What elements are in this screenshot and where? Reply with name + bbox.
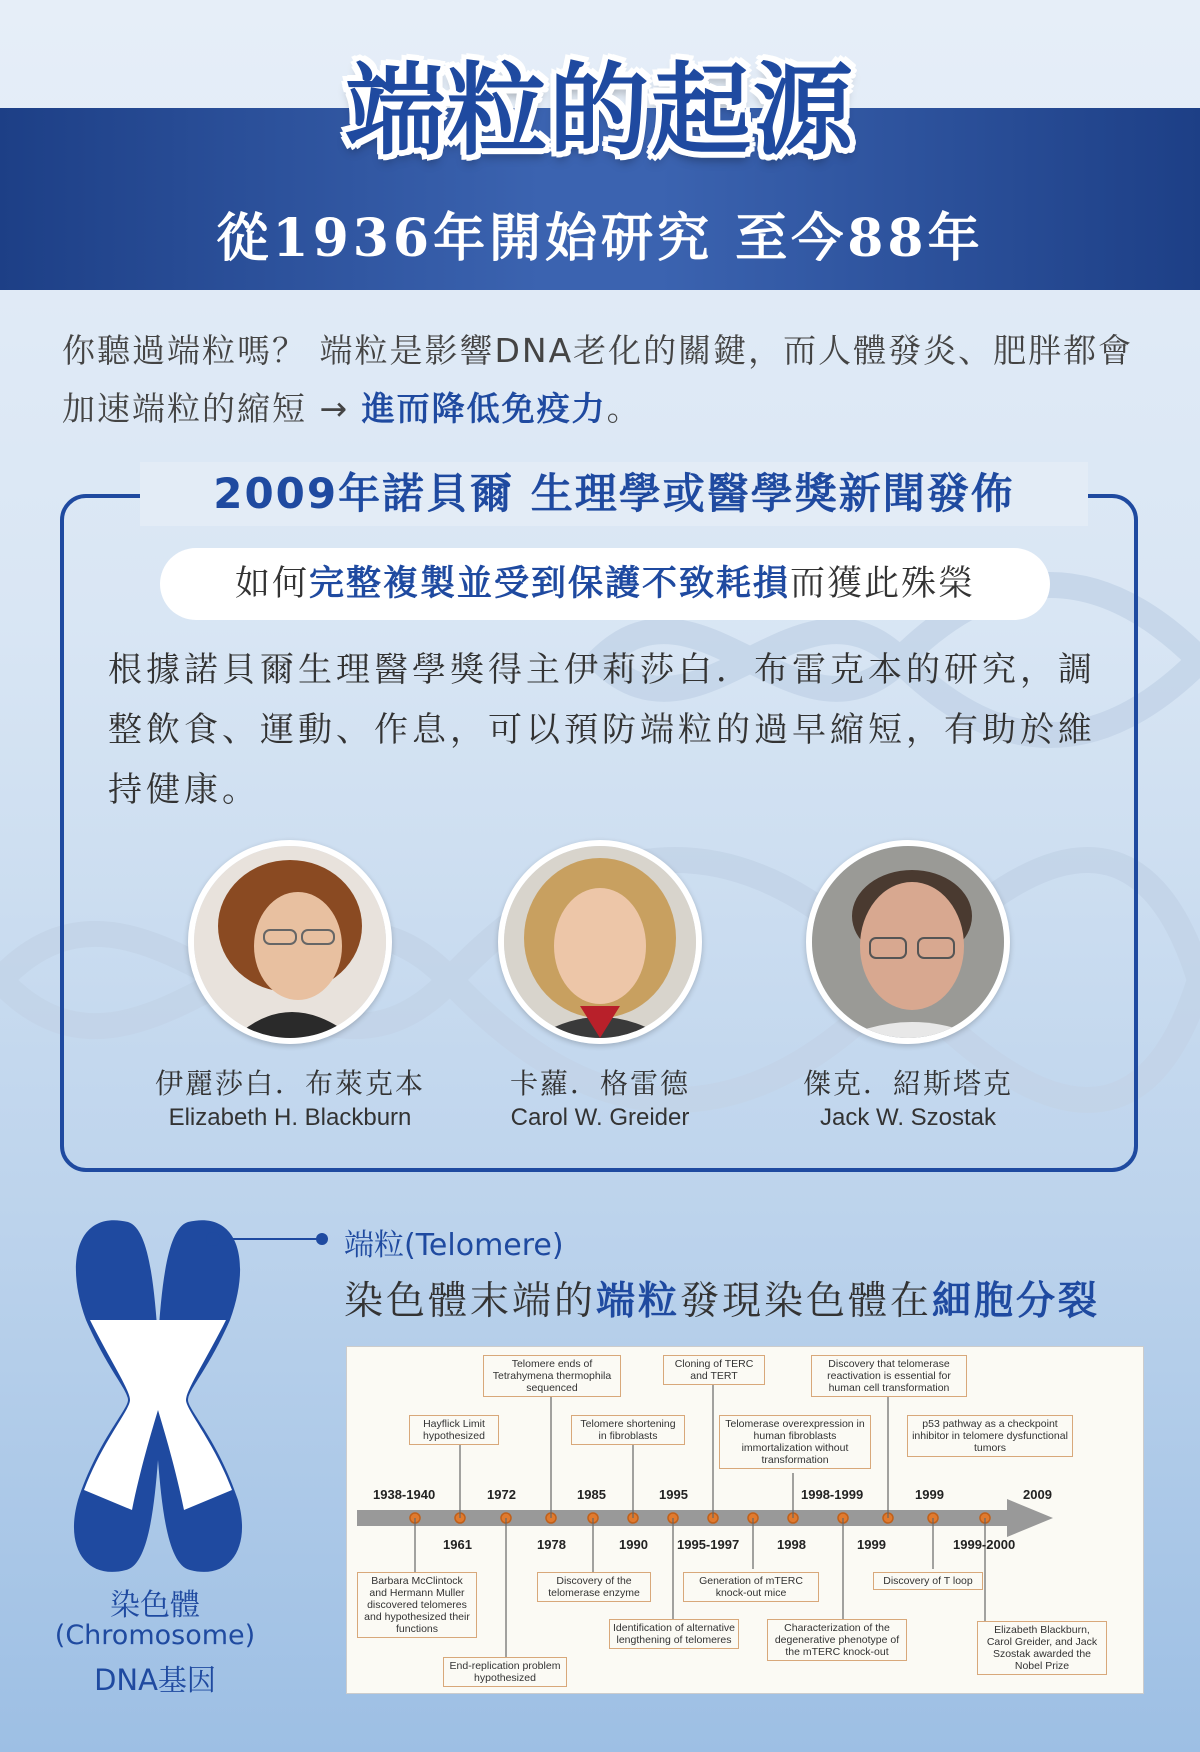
telomere-description xyxy=(344,1270,1100,1326)
timeline-year: 1985 xyxy=(577,1487,606,1502)
pill-highlight: 完整複製並受到保護不致耗損 xyxy=(308,564,790,604)
timeline-year: 1961 xyxy=(443,1537,472,1552)
laureate-card xyxy=(130,840,450,1132)
intro-highlight: 進而降低免疫力 xyxy=(361,389,607,428)
timeline-event: Identification of alternative lengthening of telomeres xyxy=(609,1619,739,1649)
timeline-year: 1998-1999 xyxy=(801,1487,864,1502)
intro-text: 你聽過端粒嗎？ 端粒是影響DNA老化的關鍵，而人體發炎、肥胖都會加速端粒的縮短 → xyxy=(62,331,1134,428)
nobel-body: 根據諾貝爾生理醫學獎得主伊莉莎白．布雷克本的研究，調整飲食、運動、作息，可以預防端粒的過早縮短，有助於維持健康。 xyxy=(108,650,1096,810)
timeline-event: Hayflick Limit hypothesized xyxy=(409,1415,499,1445)
timeline-event: Elizabeth Blackburn, Carol Greider, and Jack Szostak awarded the Nobel Prize xyxy=(977,1621,1107,1675)
chromosome-label-dna: DNA基因 xyxy=(94,1663,216,1697)
nobel-pill xyxy=(160,548,1050,620)
timeline-event: Discovery of T loop xyxy=(873,1572,983,1590)
timeline-year: 1938-1940 xyxy=(373,1487,436,1502)
timeline-year: 2009 xyxy=(1023,1487,1052,1502)
timeline-year: 1972 xyxy=(487,1487,516,1502)
page-subtitle: 從1936年開始研究 至今88年 xyxy=(216,208,984,269)
laureate-photo-greider xyxy=(498,840,702,1044)
laureate-name-en: Carol W. Greider xyxy=(510,1104,690,1131)
laureate-name-en: Jack W. Szostak xyxy=(819,1104,997,1131)
laureate-name-zh: 伊麗莎白．布萊克本 xyxy=(154,1067,425,1100)
timeline-year: 1995-1997 xyxy=(677,1537,740,1552)
timeline-year: 1999 xyxy=(857,1537,886,1552)
chromosome-label-en: (Chromosome) xyxy=(54,1620,256,1651)
page-title: 端粒的起源 xyxy=(345,52,855,169)
timeline-event: Cloning of TERC and TERT xyxy=(663,1355,765,1385)
timeline-year: 1999 xyxy=(915,1487,944,1502)
timeline-year: 1999-2000 xyxy=(953,1537,1016,1552)
chromosome-illustration xyxy=(58,1210,258,1580)
telomere-label: 端粒(Telomere) xyxy=(344,1228,564,1263)
laureate-name-zh: 卡蘿．格雷德 xyxy=(509,1067,690,1100)
laureate-photo-blackburn xyxy=(188,840,392,1044)
timeline-year: 1990 xyxy=(619,1537,648,1552)
telomere-dot-end xyxy=(316,1233,328,1245)
chromosome-label-zh: 染色體 xyxy=(110,1588,200,1623)
telomere-timeline xyxy=(346,1346,1144,1694)
intro-end: 。 xyxy=(606,389,642,428)
pill-pre: 如何 xyxy=(234,564,309,604)
timeline-event: Discovery that telomerase reactivation is essential for human cell transformation xyxy=(811,1355,967,1397)
timeline-event: Discovery of the telomerase enzyme xyxy=(537,1572,651,1602)
timeline-year: 1978 xyxy=(537,1537,566,1552)
laureate-name-en: Elizabeth H. Blackburn xyxy=(168,1104,412,1131)
timeline-event: p53 pathway as a checkpoint inhibitor in telomere dysfunctional tumors xyxy=(907,1415,1073,1457)
timeline-event: Barbara McClintock and Hermann Muller discovered telomeres and hypothesized their functions xyxy=(357,1572,477,1638)
timeline-event: Generation of mTERC knock-out mice xyxy=(683,1572,819,1602)
laureate-card xyxy=(748,840,1068,1132)
laureate-name-zh: 傑克．紹斯塔克 xyxy=(802,1067,1013,1100)
pill-post: 而獲此殊榮 xyxy=(790,564,976,604)
telomere-desc-hl1: 端粒 xyxy=(596,1279,681,1324)
timeline-event: Telomere ends of Tetrahymena thermophila sequenced xyxy=(483,1355,621,1397)
telomere-desc-pre: 染色體末端的 xyxy=(344,1279,597,1324)
laureate-photo-szostak xyxy=(806,840,1010,1044)
laureate-card xyxy=(440,840,760,1132)
telomere-desc-hl2: 細胞分裂 xyxy=(932,1279,1101,1324)
timeline-year: 1995 xyxy=(659,1487,688,1502)
telomere-connector xyxy=(212,1238,322,1240)
telomere-desc-mid: 發現染色體在 xyxy=(680,1279,933,1324)
timeline-event: Telomerase overexpression in human fibroblasts immortalization without transformation xyxy=(719,1415,871,1469)
timeline-event: Characterization of the degenerative phenotype of the mTERC knock-out xyxy=(767,1619,907,1661)
timeline-year: 1998 xyxy=(777,1537,806,1552)
nobel-heading: 2009年諾貝爾 生理學或醫學獎新聞發佈 xyxy=(140,462,1088,526)
timeline-event: Telomere shortening in fibroblasts xyxy=(571,1415,685,1445)
timeline-event: End-replication problem hypothesized xyxy=(443,1657,567,1687)
intro-paragraph xyxy=(62,322,1152,438)
